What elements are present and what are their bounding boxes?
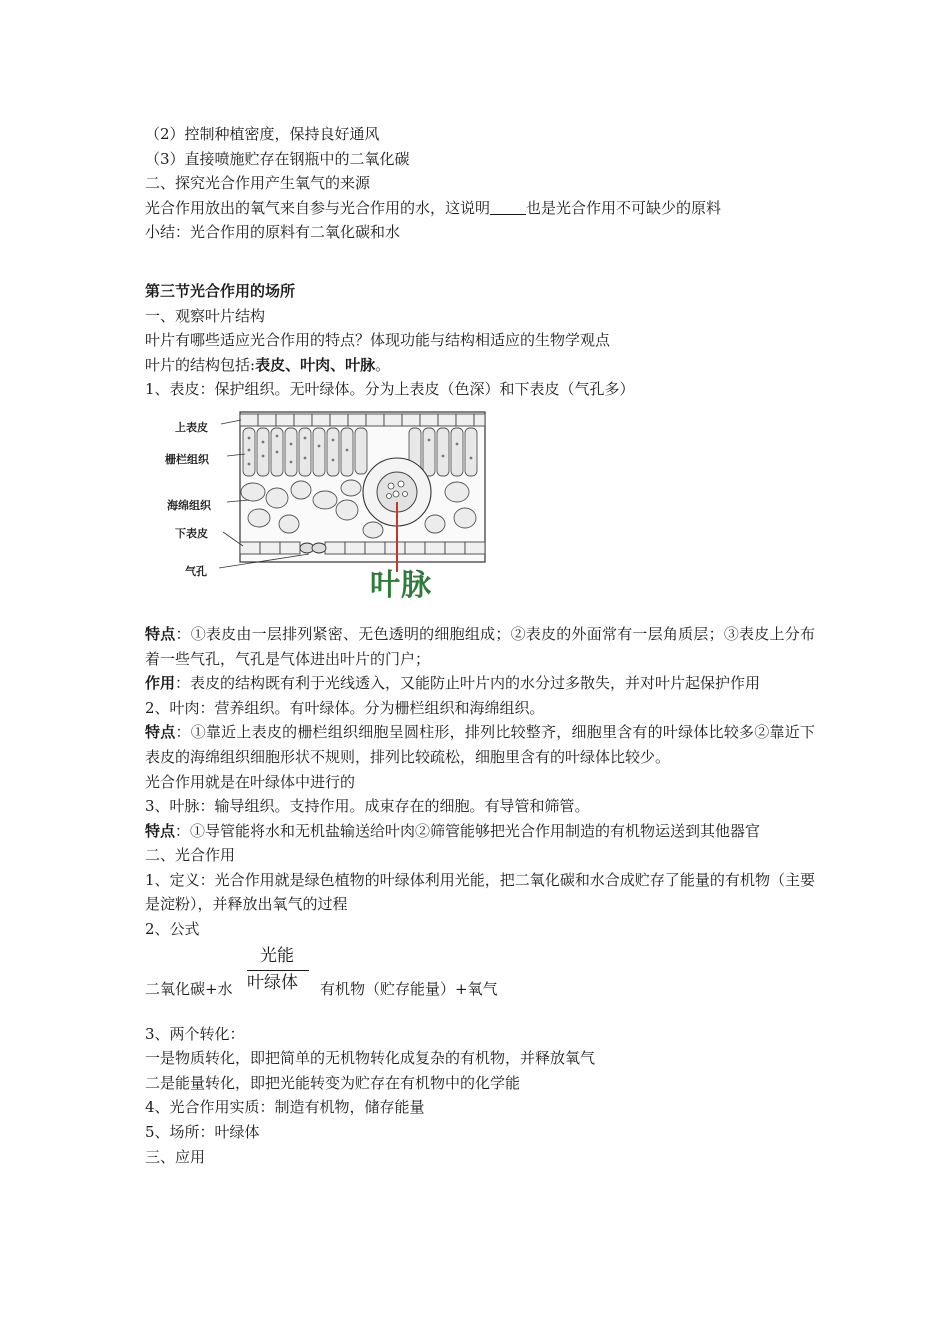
vein-features	[145, 819, 815, 844]
bold-fragment: 表皮、叶肉、叶脉	[255, 355, 376, 374]
figure-label-lower-epidermis: 下表皮	[175, 526, 208, 540]
text-fragment: 叶片的结构包括:	[145, 355, 256, 374]
text-line: 二是能量转化，即把光能转变为贮存在有机物中的化学能	[145, 1073, 521, 1092]
text-line: 1、表皮：保护组织。无叶绿体。分为上表皮（色深）和下表皮（气孔多）	[145, 380, 635, 399]
text-fragment: ：①靠近上表皮的栅栏组织细胞呈圆柱形，排列比较整齐，细胞里含有的叶绿体比较多②靠近下表皮的海绵组织细胞形状不规则，排列比较疏松，细胞里含有的叶绿体比较少。	[145, 723, 815, 766]
figure-label-upper-epidermis: 上表皮	[175, 420, 208, 434]
text-line: 4、光合作用实质：制造有机物，储存能量	[145, 1098, 425, 1117]
bold-label: 特点	[145, 723, 176, 742]
figure-label-stoma: 气孔	[185, 564, 207, 578]
epidermis-features	[145, 622, 815, 671]
text-line: 一是物质转化，即把简单的无机物转化成复杂的有机物，并释放氧气	[145, 1049, 596, 1068]
structure-intro	[145, 353, 815, 378]
text-fragment: 。	[375, 355, 391, 374]
text-line: 5、场所：叶绿体	[145, 1123, 260, 1142]
bold-label: 作用	[145, 674, 176, 693]
bold-label: 特点	[145, 624, 176, 643]
mesophyll-features	[145, 720, 815, 769]
text-line: 叶片有哪些适应光合作用的特点？体现功能与结构相适应的生物学观点	[145, 331, 611, 350]
text-line: 光合作用就是在叶绿体中进行的	[145, 772, 356, 791]
formula-products: 有机物（贮存能量）+氧气	[320, 979, 498, 998]
document-page	[145, 122, 815, 1169]
section-title: 第三节光合作用的场所	[145, 281, 296, 300]
text-line: 二、探究光合作用产生氧气的来源	[145, 174, 371, 193]
formula-condition-light: 光能	[260, 945, 294, 966]
figure-label-palisade: 栅栏组织	[165, 452, 209, 466]
text-fragment: ：①导管能将水和无机盐输送给叶肉②筛管能够把光合作用制造的有机物运送到其他器官	[175, 821, 761, 840]
summary-line: 小结：光合作用的原料有二氧化碳和水	[145, 223, 401, 242]
text-line: 2、叶肉：营养组织。有叶绿体。分为栅栏组织和海绵组织。	[145, 698, 545, 717]
figure-label-vein: 叶脉	[370, 567, 432, 603]
text-fragment: ：①表皮由一层排列紧密、无色透明的细胞组成；②表皮的外面常有一层角质层；③表皮上分布着一些气孔，气孔是气体进出叶片的门户；	[145, 624, 815, 668]
text-line: 3、叶脉：输导组织。支持作用。成束存在的细胞。有导管和筛管。	[145, 797, 590, 816]
photosynthesis-formula	[145, 944, 815, 1010]
subheading: 三、应用	[145, 1147, 206, 1166]
text-line: （3）直接喷施贮存在钢瓶中的二氧化碳	[145, 149, 410, 168]
leaf-cross-section-figure	[165, 406, 505, 616]
fill-blank	[490, 200, 526, 215]
text-fragment: 也是光合作用不可缺少的原料	[526, 198, 722, 217]
subheading: 二、光合作用	[145, 846, 236, 865]
figure-label-spongy: 海绵组织	[167, 498, 211, 512]
oxygen-source-line	[145, 196, 815, 221]
leaf-diagram	[165, 406, 505, 616]
formula-reactants: 二氧化碳+水	[145, 979, 233, 998]
formula-condition-chloroplast: 叶绿体	[247, 972, 298, 993]
text-line: 2、公式	[145, 920, 200, 939]
epidermis-function	[145, 671, 815, 696]
subheading: 一、观察叶片结构	[145, 306, 266, 325]
definition: 1、定义：光合作用就是绿色植物的叶绿体利用光能，把二氧化碳和水合成贮存了能量的有机物（主要是淀粉），并释放出氧气的过程	[145, 870, 815, 914]
text-fragment: ：表皮的结构既有利于光线透入，又能防止叶片内的水分过多散失，并对叶片起保护作用	[175, 674, 761, 693]
text-line: 3、两个转化：	[145, 1024, 245, 1043]
text-fragment: 光合作用放出的氧气来自参与光合作用的水，这说明	[145, 198, 491, 217]
text-line: （2）控制种植密度，保持良好通风	[145, 125, 380, 143]
bold-label: 特点	[145, 821, 176, 840]
